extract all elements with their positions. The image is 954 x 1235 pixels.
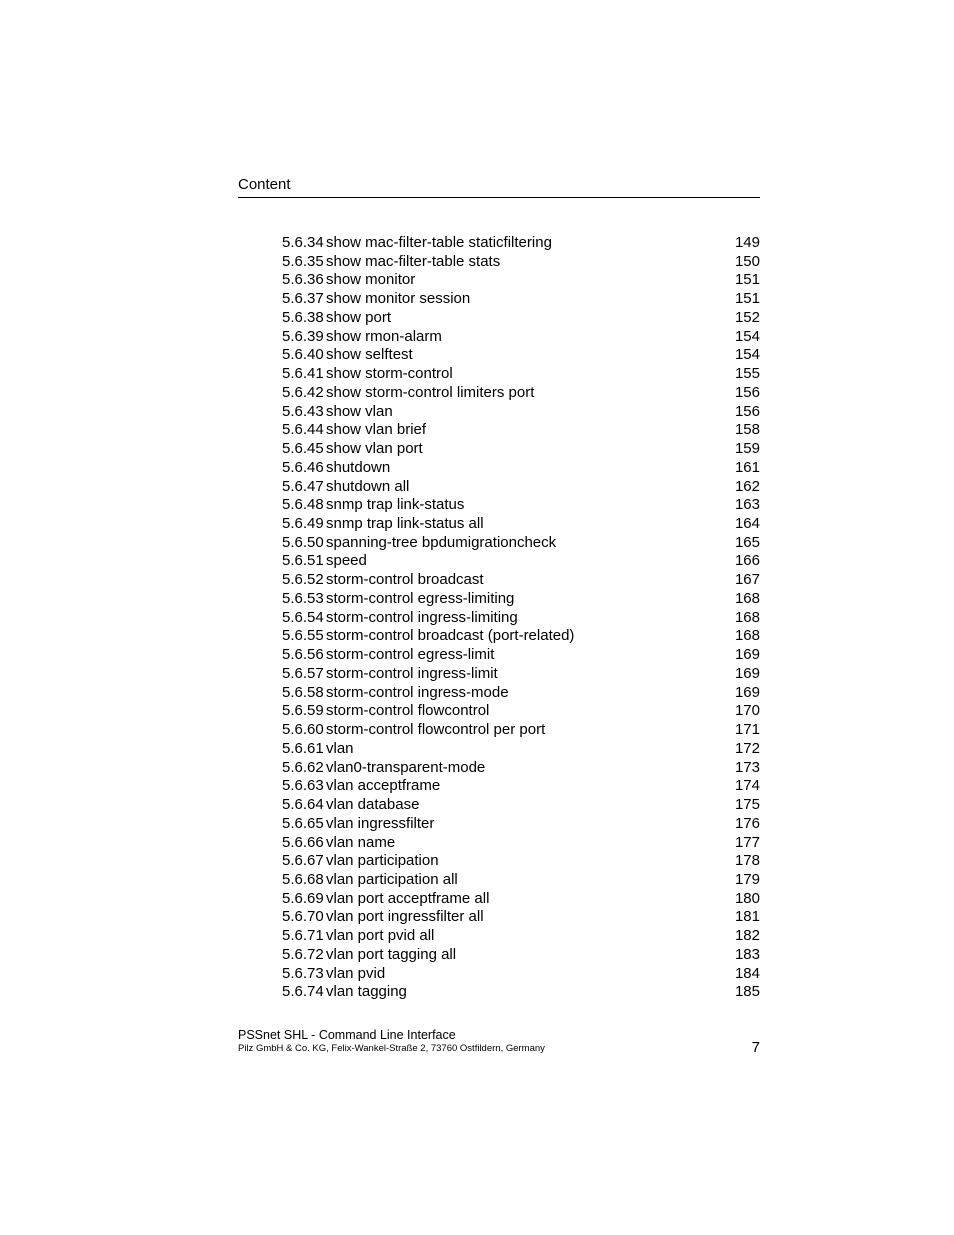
toc-entry-page: 154 bbox=[734, 327, 760, 345]
toc-entry-number: 5.6.40 bbox=[282, 346, 324, 364]
toc-entry-page: 151 bbox=[734, 271, 760, 289]
toc-entry-number: 5.6.47 bbox=[282, 477, 324, 495]
toc-entry[interactable] bbox=[282, 908, 760, 927]
toc-entry-title: show monitor session bbox=[326, 290, 471, 308]
toc-entry-page: 149 bbox=[734, 234, 760, 251]
toc-entry-number: 5.6.43 bbox=[282, 402, 324, 420]
toc-entry-title: vlan tagging bbox=[326, 983, 407, 1001]
toc-entry[interactable] bbox=[282, 496, 760, 515]
toc-entry-page: 177 bbox=[734, 833, 760, 851]
toc-entry-title: show selftest bbox=[326, 346, 413, 364]
toc-entry[interactable] bbox=[282, 290, 760, 309]
toc-entry-page: 152 bbox=[734, 308, 760, 326]
toc-entry[interactable] bbox=[282, 684, 760, 703]
toc-entry-title: vlan port pvid all bbox=[326, 927, 435, 945]
toc-entry-title: storm-control egress-limiting bbox=[326, 589, 515, 607]
toc-entry[interactable] bbox=[282, 665, 760, 684]
toc-entry[interactable] bbox=[282, 271, 760, 290]
toc-entry-number: 5.6.60 bbox=[282, 721, 324, 739]
toc-entry[interactable] bbox=[282, 552, 760, 571]
toc-entry-number: 5.6.48 bbox=[282, 496, 324, 514]
toc-entry-title: show storm-control limiters port bbox=[326, 383, 535, 401]
toc-entry-page: 185 bbox=[734, 983, 760, 1001]
toc-entry-number: 5.6.36 bbox=[282, 271, 324, 289]
toc-entry-title: show monitor bbox=[326, 271, 416, 289]
toc-entry-number: 5.6.45 bbox=[282, 440, 324, 458]
toc-entry-title: storm-control ingress-limiting bbox=[326, 608, 518, 626]
toc-entry[interactable] bbox=[282, 590, 760, 609]
toc-entry-page: 158 bbox=[734, 421, 760, 439]
toc-entry-page: 179 bbox=[734, 870, 760, 888]
table-of-contents bbox=[282, 234, 760, 1002]
toc-entry-page: 168 bbox=[734, 608, 760, 626]
footer-document-title: PSSnet SHL - Command Line Interface bbox=[238, 1028, 456, 1042]
toc-entry[interactable] bbox=[282, 815, 760, 834]
toc-entry-page: 168 bbox=[734, 589, 760, 607]
toc-entry-number: 5.6.38 bbox=[282, 308, 324, 326]
toc-entry[interactable] bbox=[282, 627, 760, 646]
toc-entry-number: 5.6.72 bbox=[282, 945, 324, 963]
toc-entry-number: 5.6.53 bbox=[282, 589, 324, 607]
toc-entry-page: 163 bbox=[734, 496, 760, 514]
toc-entry-page: 184 bbox=[734, 964, 760, 982]
toc-entry[interactable] bbox=[282, 721, 760, 740]
toc-entry-number: 5.6.58 bbox=[282, 683, 324, 701]
toc-entry[interactable] bbox=[282, 834, 760, 853]
toc-entry-number: 5.6.55 bbox=[282, 627, 324, 645]
toc-entry-number: 5.6.37 bbox=[282, 290, 324, 308]
toc-entry-page: 161 bbox=[734, 458, 760, 476]
toc-entry-title: show vlan brief bbox=[326, 421, 427, 439]
toc-entry-number: 5.6.69 bbox=[282, 889, 324, 907]
toc-entry-number: 5.6.49 bbox=[282, 515, 324, 533]
toc-entry-number: 5.6.70 bbox=[282, 908, 324, 926]
toc-entry-title: speed bbox=[326, 552, 367, 570]
toc-entry[interactable] bbox=[282, 384, 760, 403]
toc-entry-title: shutdown bbox=[326, 458, 391, 476]
toc-entry-number: 5.6.42 bbox=[282, 383, 324, 401]
toc-entry-title: storm-control ingress-limit bbox=[326, 664, 498, 682]
toc-entry-title: show storm-control bbox=[326, 365, 453, 383]
toc-entry[interactable] bbox=[282, 459, 760, 478]
toc-entry[interactable] bbox=[282, 946, 760, 965]
toc-entry[interactable] bbox=[282, 796, 760, 815]
toc-entry-title: vlan participation all bbox=[326, 870, 458, 888]
toc-entry-title: storm-control flowcontrol per port bbox=[326, 721, 546, 739]
toc-entry-page: 168 bbox=[734, 627, 760, 645]
toc-entry[interactable] bbox=[282, 759, 760, 778]
toc-entry-number: 5.6.51 bbox=[282, 552, 324, 570]
toc-entry-title: snmp trap link-status bbox=[326, 496, 465, 514]
toc-entry[interactable] bbox=[282, 927, 760, 946]
toc-entry-title: show port bbox=[326, 308, 392, 326]
toc-entry-page: 180 bbox=[734, 889, 760, 907]
toc-entry-title: vlan port acceptframe all bbox=[326, 889, 490, 907]
toc-entry-number: 5.6.44 bbox=[282, 421, 324, 439]
toc-entry-title: show rmon-alarm bbox=[326, 327, 442, 345]
toc-entry[interactable] bbox=[282, 777, 760, 796]
toc-entry[interactable] bbox=[282, 965, 760, 984]
toc-entry-number: 5.6.68 bbox=[282, 870, 324, 888]
toc-entry-page: 175 bbox=[734, 796, 760, 814]
toc-entry-page: 173 bbox=[734, 758, 760, 776]
toc-entry-title: storm-control broadcast bbox=[326, 571, 484, 589]
toc-entry-page: 181 bbox=[734, 908, 760, 926]
footer-page-number: 7 bbox=[751, 1039, 760, 1056]
toc-entry-page: 170 bbox=[734, 702, 760, 720]
toc-entry[interactable] bbox=[282, 309, 760, 328]
toc-entry[interactable] bbox=[282, 571, 760, 590]
toc-entry[interactable] bbox=[282, 702, 760, 721]
toc-entry-number: 5.6.52 bbox=[282, 571, 324, 589]
toc-entry-title: vlan participation bbox=[326, 852, 439, 870]
toc-entry-page: 156 bbox=[734, 402, 760, 420]
toc-entry-page: 169 bbox=[734, 664, 760, 682]
toc-entry-title: show vlan bbox=[326, 402, 393, 420]
footer-company-address: Pilz GmbH & Co. KG, Felix-Wankel-Straße 2, 73760 Ostfildern, Germany bbox=[238, 1043, 545, 1054]
toc-entry-title: show mac-filter-table staticfiltering bbox=[326, 234, 552, 251]
toc-entry[interactable] bbox=[282, 253, 760, 272]
toc-entry-number: 5.6.73 bbox=[282, 964, 324, 982]
toc-entry-page: 178 bbox=[734, 852, 760, 870]
toc-entry-page: 156 bbox=[734, 383, 760, 401]
toc-entry-page: 166 bbox=[734, 552, 760, 570]
toc-entry-page: 164 bbox=[734, 515, 760, 533]
toc-entry[interactable] bbox=[282, 234, 760, 253]
toc-entry-title: vlan database bbox=[326, 796, 420, 814]
toc-entry-number: 5.6.64 bbox=[282, 796, 324, 814]
toc-entry-title: vlan port ingressfilter all bbox=[326, 908, 484, 926]
toc-entry-page: 182 bbox=[734, 927, 760, 945]
toc-entry[interactable] bbox=[282, 646, 760, 665]
toc-entry[interactable] bbox=[282, 365, 760, 384]
toc-entry-title: vlan ingressfilter bbox=[326, 814, 435, 832]
toc-entry-number: 5.6.39 bbox=[282, 327, 324, 345]
toc-entry-page: 183 bbox=[734, 945, 760, 963]
toc-entry-page: 151 bbox=[734, 290, 760, 308]
toc-entry-title: vlan bbox=[326, 739, 354, 757]
toc-entry-number: 5.6.56 bbox=[282, 646, 324, 664]
toc-entry-title: vlan name bbox=[326, 833, 396, 851]
toc-entry-page: 165 bbox=[734, 533, 760, 551]
toc-entry-number: 5.6.46 bbox=[282, 458, 324, 476]
toc-entry-title: show vlan port bbox=[326, 440, 423, 458]
toc-entry-number: 5.6.41 bbox=[282, 365, 324, 383]
toc-entry[interactable] bbox=[282, 346, 760, 365]
toc-entry-title: storm-control egress-limit bbox=[326, 646, 495, 664]
toc-entry-number: 5.6.35 bbox=[282, 252, 324, 270]
toc-entry-page: 176 bbox=[734, 814, 760, 832]
toc-entry[interactable] bbox=[282, 983, 760, 1002]
toc-entry-title: show mac-filter-table stats bbox=[326, 252, 501, 270]
toc-entry-number: 5.6.74 bbox=[282, 983, 324, 1001]
toc-entry-page: 169 bbox=[734, 683, 760, 701]
toc-entry-page: 171 bbox=[734, 721, 760, 739]
toc-entry-number: 5.6.66 bbox=[282, 833, 324, 851]
toc-entry[interactable] bbox=[282, 740, 760, 759]
toc-entry-number: 5.6.62 bbox=[282, 758, 324, 776]
toc-entry-page: 150 bbox=[734, 252, 760, 270]
toc-entry-title: vlan pvid bbox=[326, 964, 386, 982]
toc-entry-number: 5.6.59 bbox=[282, 702, 324, 720]
toc-entry-number: 5.6.34 bbox=[282, 234, 324, 251]
toc-entry-page: 155 bbox=[734, 365, 760, 383]
page-header-title: Content bbox=[238, 176, 291, 193]
toc-entry[interactable] bbox=[282, 534, 760, 553]
toc-entry-page: 162 bbox=[734, 477, 760, 495]
toc-entry-title: snmp trap link-status all bbox=[326, 515, 484, 533]
toc-entry[interactable] bbox=[282, 478, 760, 497]
toc-entry-page: 172 bbox=[734, 739, 760, 757]
toc-entry-page: 154 bbox=[734, 346, 760, 364]
header-divider bbox=[238, 197, 760, 198]
toc-entry-title: storm-control flowcontrol bbox=[326, 702, 490, 720]
toc-entry[interactable] bbox=[282, 515, 760, 534]
toc-entry-page: 167 bbox=[734, 571, 760, 589]
toc-entry-page: 159 bbox=[734, 440, 760, 458]
toc-entry-title: storm-control broadcast (port-related) bbox=[326, 627, 575, 645]
toc-entry-number: 5.6.63 bbox=[282, 777, 324, 795]
toc-entry-number: 5.6.57 bbox=[282, 664, 324, 682]
toc-entry-number: 5.6.50 bbox=[282, 533, 324, 551]
toc-entry-number: 5.6.54 bbox=[282, 608, 324, 626]
toc-entry[interactable] bbox=[282, 890, 760, 909]
toc-entry[interactable] bbox=[282, 609, 760, 628]
toc-entry-title: shutdown all bbox=[326, 477, 410, 495]
toc-entry-number: 5.6.67 bbox=[282, 852, 324, 870]
toc-entry-title: vlan port tagging all bbox=[326, 945, 457, 963]
toc-entry[interactable] bbox=[282, 328, 760, 347]
toc-entry-number: 5.6.61 bbox=[282, 739, 324, 757]
toc-entry-title: spanning-tree bpdumigrationcheck bbox=[326, 533, 557, 551]
toc-entry[interactable] bbox=[282, 871, 760, 890]
toc-entry-title: vlan0-transparent-mode bbox=[326, 758, 486, 776]
toc-entry[interactable] bbox=[282, 421, 760, 440]
toc-entry-page: 174 bbox=[734, 777, 760, 795]
toc-entry-number: 5.6.65 bbox=[282, 814, 324, 832]
toc-entry[interactable] bbox=[282, 852, 760, 871]
toc-entry-number: 5.6.71 bbox=[282, 927, 324, 945]
toc-entry-title: storm-control ingress-mode bbox=[326, 683, 509, 701]
toc-entry[interactable] bbox=[282, 403, 760, 422]
toc-entry[interactable] bbox=[282, 440, 760, 459]
toc-entry-title: vlan acceptframe bbox=[326, 777, 441, 795]
toc-entry-page: 169 bbox=[734, 646, 760, 664]
